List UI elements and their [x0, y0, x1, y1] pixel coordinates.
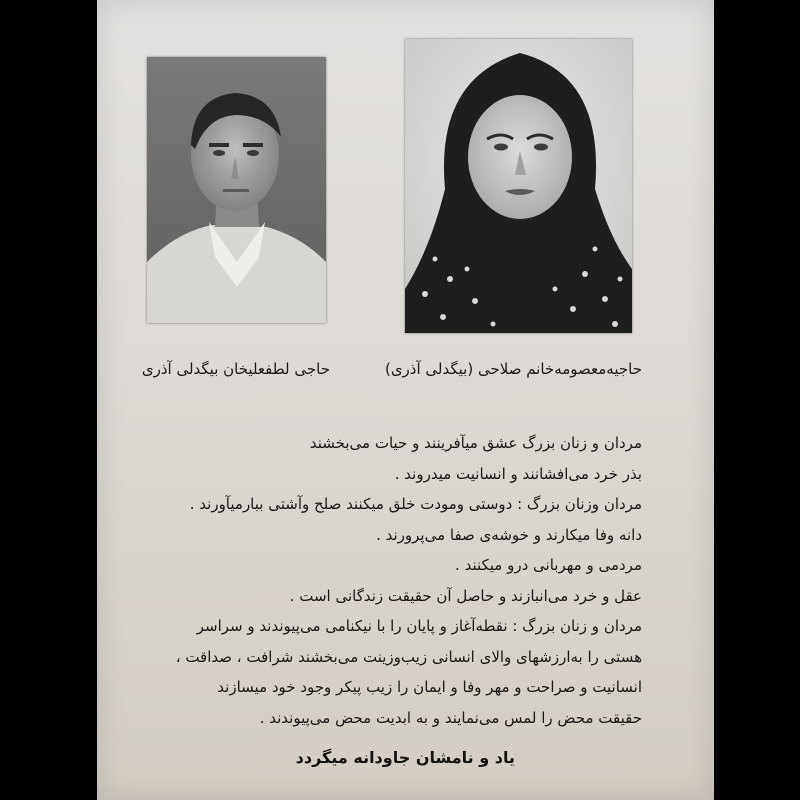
body-line: مردان و زنان بزرگ : نقطه‌آغاز و پایان را با نیکنامی می‌پیوندند و سراسر [196, 617, 642, 635]
closing-line: یاد و نامشان جاودانه میگردد [295, 748, 515, 767]
body-line: بذر خرد می‌افشانند و انسانیت میدروند . [394, 464, 642, 483]
body-line: مردان وزنان بزرگ : دوستی ومودت خلق میکنند صلح وآشتی ببارمیآورند . [189, 495, 642, 513]
caption-man: حاجی لطفعلیخان بیگدلی آذری [141, 360, 330, 378]
body-line: هستی را به‌ارزشهای والای انسانی زیب‌وزینت می‌بخشند شرافت ، صداقت ، [175, 647, 642, 666]
portrait-photo-woman [405, 39, 632, 333]
portrait-photo-man [147, 57, 326, 323]
body-line: عقل و خرد می‌انبازند و حاصل آن حقیقت زندگانی است . [289, 586, 642, 605]
body-line: مردان و زنان بزرگ عشق میآفرینند و حیات می‌بخشند [309, 434, 642, 452]
portrait-man-image [147, 57, 326, 323]
body-line: انسانیت و صراحت و مهر وفا و ایمان را زیب پیکر وجود خود میسازند [217, 678, 642, 696]
body-text [122, 428, 642, 733]
caption-woman: حاجیه‌معصومه‌خانم صلاحی (بیگدلی آذری) [384, 360, 642, 378]
body-line: دانه وفا میکارند و خوشه‌ی صفا می‌پرورند . [376, 525, 642, 544]
portrait-woman-image [405, 39, 632, 333]
body-line: حقیقت محض را لمس می‌نمایند و به ابدیت محض می‌پیوندند . [259, 708, 642, 727]
body-line: مردمی و مهربانی درو میکنند . [455, 556, 642, 574]
